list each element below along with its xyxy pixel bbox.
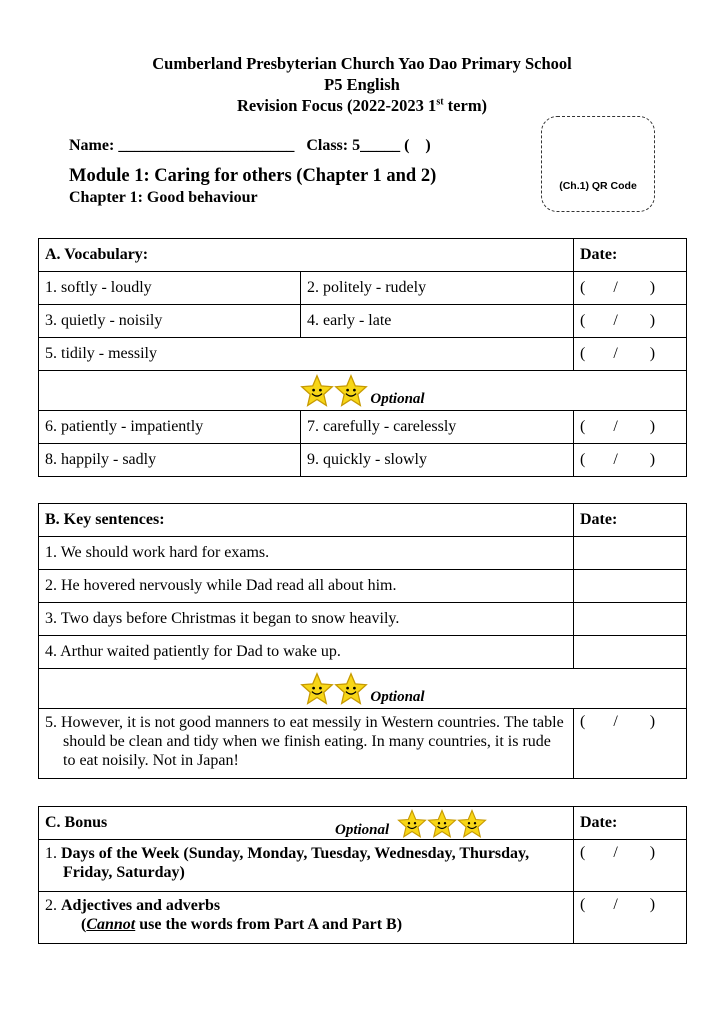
vocab-item: 5. tidily - messily <box>39 338 574 371</box>
school-name: Cumberland Presbyterian Church Yao Dao Primary School <box>152 54 572 73</box>
date-field[interactable]: ( / ) <box>574 840 687 892</box>
section-c-header <box>39 807 574 840</box>
vocab-item: 7. carefully - carelessly <box>301 411 574 444</box>
revision-focus: Revision Focus (2022-2023 1st term) <box>236 96 488 115</box>
bonus-item: 2. Adjectives and adverbs (Cannot use the words from Part A and Part B) <box>39 892 574 944</box>
sentence-item: 2. He hovered nervously while Dad read all about him. <box>39 570 574 603</box>
date-field[interactable] <box>574 636 687 669</box>
name-class-line: Name: ______________________ Class: 5_____ ( ) <box>69 137 431 154</box>
vocab-item: 2. politely - rudely <box>301 272 574 305</box>
vocab-item: 8. happily - sadly <box>39 444 301 477</box>
vocabulary-table <box>38 238 687 477</box>
module-title: Module 1: Caring for others (Chapter 1 and 2) <box>69 166 437 186</box>
key-sentences-table <box>38 503 687 779</box>
star-group <box>300 374 368 408</box>
vocab-item: 6. patiently - impatiently <box>39 411 301 444</box>
star-smiley-icon <box>300 374 334 408</box>
date-field[interactable] <box>574 570 687 603</box>
vocab-item: 9. quickly - slowly <box>301 444 574 477</box>
date-field[interactable]: ( / ) <box>574 338 687 371</box>
star-group <box>300 672 368 706</box>
date-header: Date: <box>574 504 687 537</box>
date-field[interactable]: ( / ) <box>574 305 687 338</box>
optional-group <box>333 809 487 839</box>
star-group <box>397 809 487 839</box>
date-header: Date: <box>574 807 687 840</box>
star-smiley-icon <box>457 809 487 839</box>
qr-code-box <box>541 116 655 212</box>
bonus-note: (Cannot use the words from Part A and Part B) <box>81 916 403 933</box>
optional-label: Optional <box>335 822 390 838</box>
date-field[interactable]: ( / ) <box>574 272 687 305</box>
date-field[interactable]: ( / ) <box>574 709 687 779</box>
section-b-title: B. Key sentences: <box>39 504 574 537</box>
sentence-item: 4. Arthur waited patiently for Dad to wake up. <box>39 636 574 669</box>
star-smiley-icon <box>334 374 368 408</box>
section-c-title: C. Bonus <box>45 814 108 831</box>
chapter-title: Chapter 1: Good behaviour <box>69 189 258 206</box>
optional-row <box>39 669 687 709</box>
optional-row <box>39 371 687 411</box>
date-field[interactable] <box>574 603 687 636</box>
date-header: Date: <box>574 239 687 272</box>
subject: P5 English <box>324 75 400 94</box>
date-field[interactable]: ( / ) <box>574 444 687 477</box>
section-a-title: A. Vocabulary: <box>39 239 574 272</box>
bonus-table <box>38 806 687 944</box>
optional-label: Optional <box>370 688 425 705</box>
vocab-item: 4. early - late <box>301 305 574 338</box>
date-field[interactable]: ( / ) <box>574 892 687 944</box>
sentence-item: 1. We should work hard for exams. <box>39 537 574 570</box>
star-smiley-icon <box>300 672 334 706</box>
star-smiley-icon <box>427 809 457 839</box>
vocab-item: 3. quietly - noisily <box>39 305 301 338</box>
sentence-item: 5. However, it is not good manners to eat messily in Western countries. The table should be clean and tidy when we finish eating. In many countries, it is rude to eat noisily. Not in Japan! <box>39 709 574 779</box>
optional-label: Optional <box>370 390 425 407</box>
vocab-item: 1. softly - loudly <box>39 272 301 305</box>
qr-code-label: (Ch.1) QR Code <box>559 180 637 192</box>
sentence-item: 3. Two days before Christmas it began to snow heavily. <box>39 603 574 636</box>
date-field[interactable]: ( / ) <box>574 411 687 444</box>
bonus-item: 1. Days of the Week (Sunday, Monday, Tuesday, Wednesday, Thursday, Friday, Saturday) <box>39 840 574 892</box>
star-smiley-icon <box>334 672 368 706</box>
date-field[interactable] <box>574 537 687 570</box>
star-smiley-icon <box>397 809 427 839</box>
